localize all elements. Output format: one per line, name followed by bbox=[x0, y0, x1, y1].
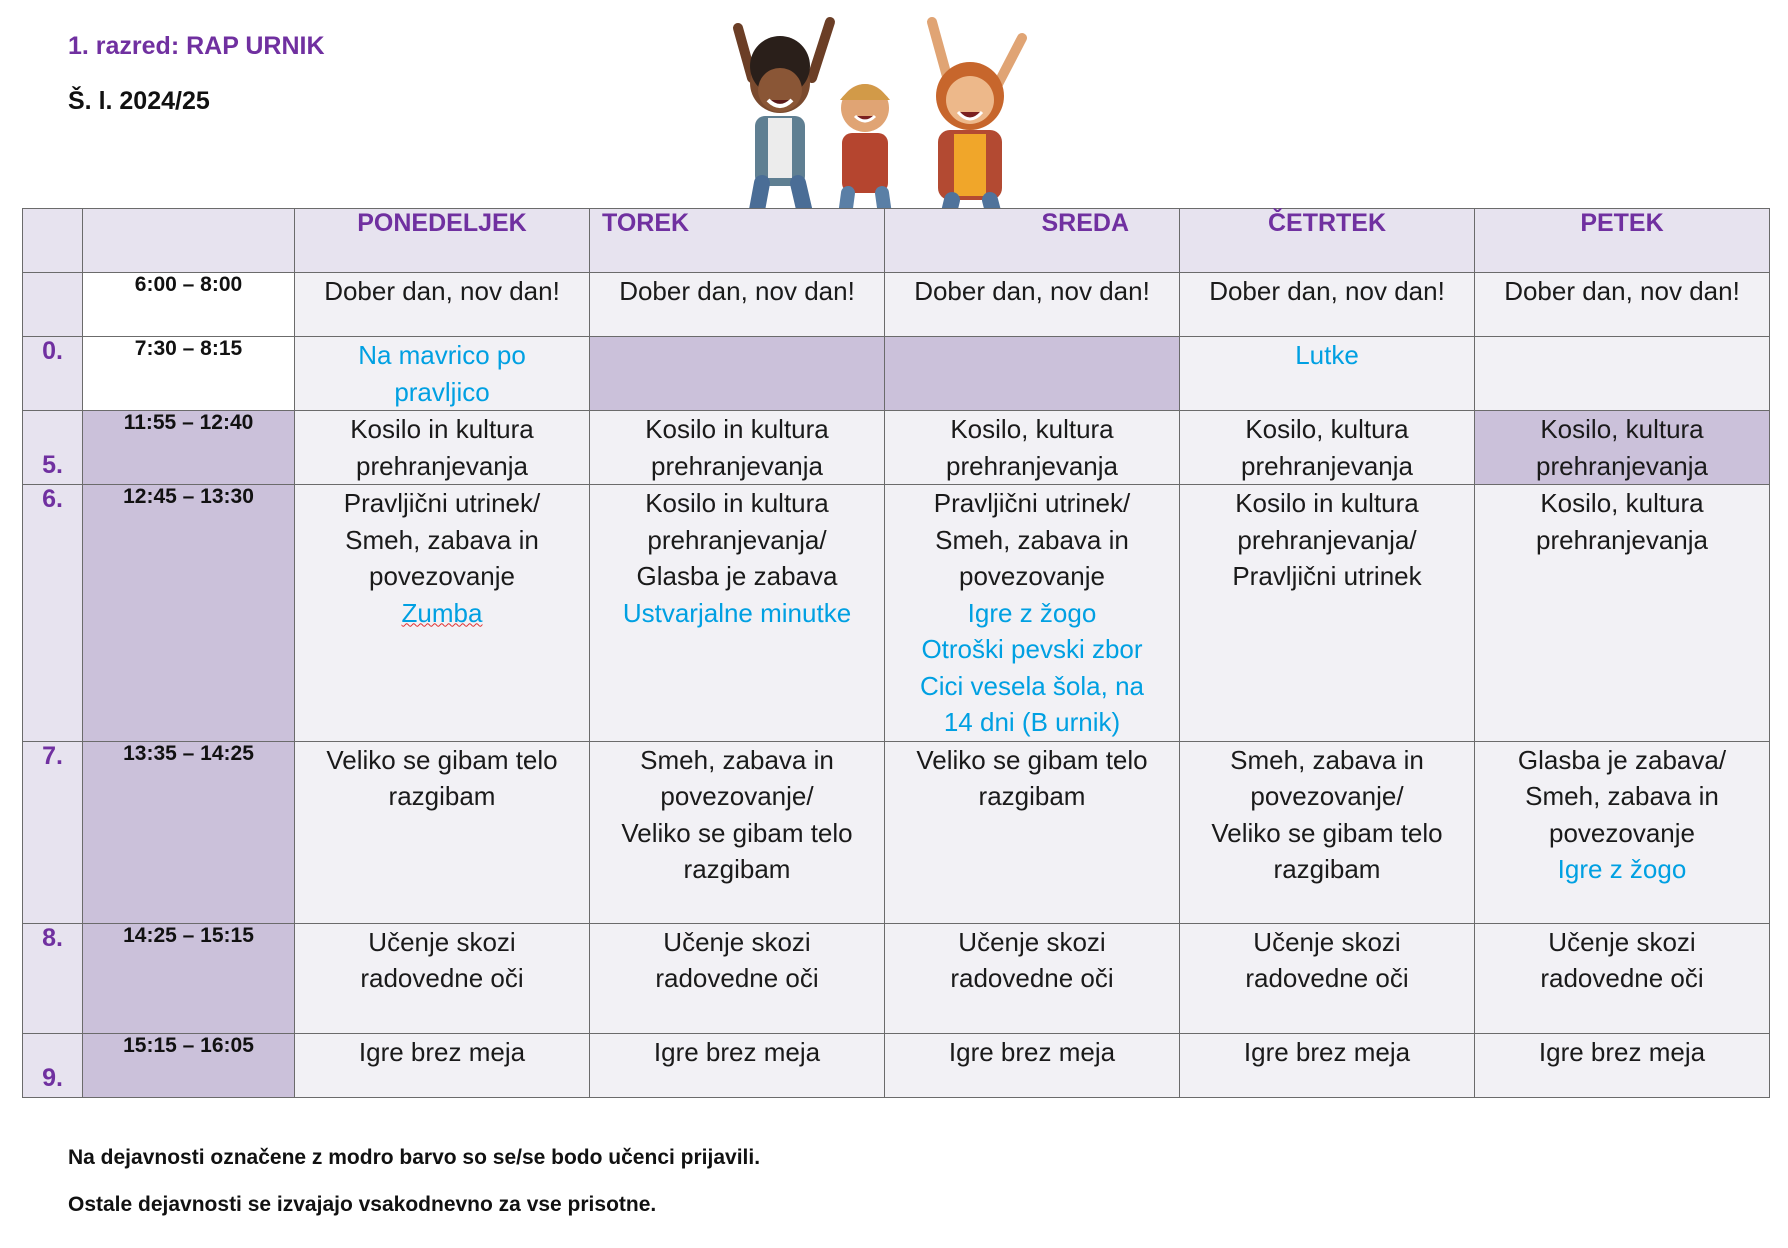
activity-line: Igre brez meja bbox=[358, 1036, 526, 1067]
activity-line: Kosilo, kultura bbox=[950, 414, 1114, 444]
day-header-tuesday: TOREK bbox=[590, 209, 885, 273]
activity-line: Kosilo in kultura bbox=[1235, 488, 1419, 518]
activity-line: Dober dan, nov dan! bbox=[1504, 276, 1740, 306]
activity-line: Kosilo, kultura bbox=[1540, 488, 1704, 518]
activity-line: Učenje skozi bbox=[368, 926, 516, 957]
schedule-cell-thursday bbox=[1180, 273, 1475, 337]
schedule-cell-monday bbox=[295, 485, 590, 742]
activity-line: Smeh, zabava in bbox=[1230, 744, 1424, 775]
schedule-cell-tuesday bbox=[590, 741, 885, 923]
activity-line: Dober dan, nov dan! bbox=[324, 276, 560, 306]
activity-line: povezovanje/ bbox=[660, 781, 814, 811]
registered-activity-line: pravljico bbox=[394, 376, 490, 407]
activity-line: Dober dan, nov dan! bbox=[619, 276, 855, 306]
school-year: Š. l. 2024/25 bbox=[68, 87, 210, 115]
activity-line: razgibam bbox=[388, 781, 496, 811]
period-time: 13:35 – 14:25 bbox=[83, 741, 295, 923]
activity-line: Glasba je zabava bbox=[636, 561, 838, 591]
activity-line: povezovanje bbox=[959, 561, 1105, 591]
schedule-table bbox=[22, 208, 1770, 1098]
schedule-cell-thursday bbox=[1180, 337, 1475, 411]
schedule-cell-friday bbox=[1475, 337, 1770, 411]
activity-line: prehranjevanja bbox=[945, 450, 1118, 481]
activity-line: prehranjevanja bbox=[650, 450, 823, 481]
period-time: 15:15 – 16:05 bbox=[83, 1033, 295, 1097]
schedule-cell-monday bbox=[295, 337, 590, 411]
activity-line: Veliko se gibam telo bbox=[326, 744, 558, 775]
schedule-cell-tuesday bbox=[590, 923, 885, 1033]
activity-line: Smeh, zabava in bbox=[935, 524, 1129, 555]
registered-activity-line: Ustvarjalne minutke bbox=[622, 597, 852, 628]
schedule-cell-monday bbox=[295, 923, 590, 1033]
table-row bbox=[23, 337, 1770, 411]
schedule-cell-monday bbox=[295, 411, 590, 485]
day-header-wednesday: SREDA bbox=[885, 209, 1180, 273]
activity-line: Igre brez meja bbox=[948, 1036, 1116, 1067]
activity-line: Igre brez meja bbox=[653, 1036, 821, 1067]
registered-activity-line: Cici vesela šola, na bbox=[920, 670, 1144, 701]
activity-line: Veliko se gibam telo bbox=[916, 744, 1148, 775]
schedule-cell-wednesday bbox=[885, 411, 1180, 485]
table-row bbox=[23, 411, 1770, 485]
activity-line: Smeh, zabava in bbox=[1525, 781, 1719, 811]
table-row bbox=[23, 741, 1770, 923]
schedule-cell-tuesday bbox=[590, 485, 885, 742]
day-header-thursday: ČETRTEK bbox=[1180, 209, 1475, 273]
period-time: 6:00 – 8:00 bbox=[83, 273, 295, 337]
activity-line: radovedne oči bbox=[950, 963, 1114, 993]
period-number: 7. bbox=[23, 741, 83, 923]
period-time: 14:25 – 15:15 bbox=[83, 923, 295, 1033]
activity-line: radovedne oči bbox=[1245, 963, 1409, 993]
period-number: 9. bbox=[23, 1033, 83, 1097]
schedule-cell-wednesday bbox=[885, 923, 1180, 1033]
activity-line: Učenje skozi bbox=[663, 926, 811, 957]
schedule-cell-wednesday bbox=[885, 1033, 1180, 1097]
activity-line: razgibam bbox=[1273, 854, 1381, 884]
activity-line: Učenje skozi bbox=[1548, 926, 1696, 957]
activity-line: Kosilo in kultura bbox=[350, 414, 534, 444]
activity-line: Kosilo in kultura bbox=[645, 414, 829, 444]
schedule-cell-tuesday bbox=[590, 411, 885, 485]
period-time: 11:55 – 12:40 bbox=[83, 411, 295, 485]
activity-line: Dober dan, nov dan! bbox=[1209, 276, 1445, 306]
period-time: 7:30 – 8:15 bbox=[83, 337, 295, 411]
activity-line: prehranjevanja bbox=[1535, 450, 1708, 481]
spellcheck-underlined-text: Zumba bbox=[401, 597, 483, 628]
activity-line: povezovanje/ bbox=[1250, 781, 1404, 811]
schedule-cell-thursday bbox=[1180, 411, 1475, 485]
activity-line: Smeh, zabava in bbox=[640, 744, 834, 775]
activity-line: radovedne oči bbox=[1540, 963, 1704, 993]
registered-activity-line bbox=[295, 595, 589, 632]
schedule-cell-monday bbox=[295, 1033, 590, 1097]
activity-line: Igre brez meja bbox=[1538, 1036, 1706, 1067]
schedule-cell-wednesday bbox=[885, 273, 1180, 337]
header-row bbox=[23, 209, 1770, 273]
activity-line: Pravljični utrinek bbox=[1232, 561, 1422, 591]
activity-line: prehranjevanja/ bbox=[1237, 524, 1417, 555]
schedule-cell-friday bbox=[1475, 923, 1770, 1033]
schedule-cell-wednesday bbox=[885, 741, 1180, 923]
schedule-cell-tuesday bbox=[590, 337, 885, 411]
schedule-cell-thursday bbox=[1180, 485, 1475, 742]
schedule-cell-thursday bbox=[1180, 1033, 1475, 1097]
activity-line: Pravljični utrinek/ bbox=[343, 488, 541, 518]
registered-activity-line: 14 dni (B urnik) bbox=[943, 707, 1121, 737]
header-time-cell bbox=[83, 209, 295, 273]
activity-line: Kosilo in kultura bbox=[645, 488, 829, 518]
activity-line: Veliko se gibam telo bbox=[621, 817, 853, 848]
schedule-cell-friday bbox=[1475, 741, 1770, 923]
day-header-monday: PONEDELJEK bbox=[295, 209, 590, 273]
activity-line: Kosilo, kultura bbox=[1245, 414, 1409, 444]
activity-line: Učenje skozi bbox=[1253, 926, 1401, 957]
table-row bbox=[23, 485, 1770, 742]
activity-line: razgibam bbox=[978, 781, 1086, 811]
schedule-cell-monday bbox=[295, 741, 590, 923]
activity-line: Veliko se gibam telo bbox=[1211, 817, 1443, 848]
activity-line: Igre brez meja bbox=[1243, 1036, 1411, 1067]
activity-line: Glasba je zabava/ bbox=[1517, 744, 1727, 775]
activity-line: povezovanje bbox=[369, 561, 515, 591]
table-row bbox=[23, 273, 1770, 337]
registered-activity-line: Igre z žogo bbox=[1557, 854, 1687, 884]
table-row bbox=[23, 923, 1770, 1033]
period-number: 0. bbox=[23, 337, 83, 411]
activity-line: prehranjevanja bbox=[1240, 450, 1413, 481]
note-daily-activities: Ostale dejavnosti se izvajajo vsakodnevno za vse prisotne. bbox=[68, 1193, 657, 1216]
registered-activity-line: Otroški pevski zbor bbox=[921, 634, 1143, 664]
activity-line: razgibam bbox=[683, 854, 791, 884]
schedule-cell-friday bbox=[1475, 411, 1770, 485]
schedule-cell-friday bbox=[1475, 485, 1770, 742]
activity-line: povezovanje bbox=[1549, 817, 1695, 848]
registered-activity-line: Igre z žogo bbox=[967, 597, 1097, 628]
activity-line: Učenje skozi bbox=[958, 926, 1106, 957]
registered-activity-line: Lutke bbox=[1295, 340, 1359, 370]
table-row bbox=[23, 1033, 1770, 1097]
period-time: 12:45 – 13:30 bbox=[83, 485, 295, 742]
schedule-cell-wednesday bbox=[885, 485, 1180, 742]
activity-line: radovedne oči bbox=[655, 963, 819, 993]
activity-line: Dober dan, nov dan! bbox=[914, 276, 1150, 306]
day-header-friday: PETEK bbox=[1475, 209, 1770, 273]
schedule-cell-friday bbox=[1475, 273, 1770, 337]
note-registered-activities: Na dejavnosti označene z modro barvo so se/se bodo učenci prijavili. bbox=[68, 1146, 761, 1169]
schedule-cell-friday bbox=[1475, 1033, 1770, 1097]
activity-line: prehranjevanja bbox=[355, 450, 528, 481]
schedule-cell-monday bbox=[295, 273, 590, 337]
activity-line: radovedne oči bbox=[360, 963, 524, 993]
period-number: 6. bbox=[23, 485, 83, 742]
schedule-cell-tuesday bbox=[590, 273, 885, 337]
schedule-cell-thursday bbox=[1180, 741, 1475, 923]
activity-line: prehranjevanja/ bbox=[647, 524, 827, 555]
activity-line: Smeh, zabava in bbox=[345, 524, 539, 555]
period-number: 8. bbox=[23, 923, 83, 1033]
activity-line: Pravljični utrinek/ bbox=[933, 488, 1131, 518]
header-corner-cell bbox=[23, 209, 83, 273]
activity-line: Kosilo, kultura bbox=[1540, 414, 1704, 444]
activity-line: prehranjevanja bbox=[1535, 524, 1708, 555]
schedule-cell-tuesday bbox=[590, 1033, 885, 1097]
schedule-cell-thursday bbox=[1180, 923, 1475, 1033]
page-title: 1. razred: RAP URNIK bbox=[68, 32, 325, 60]
registered-activity-line: Na mavrico po bbox=[358, 340, 526, 370]
schedule-cell-wednesday bbox=[885, 337, 1180, 411]
period-number bbox=[23, 273, 83, 337]
period-number: 5. bbox=[23, 411, 83, 485]
